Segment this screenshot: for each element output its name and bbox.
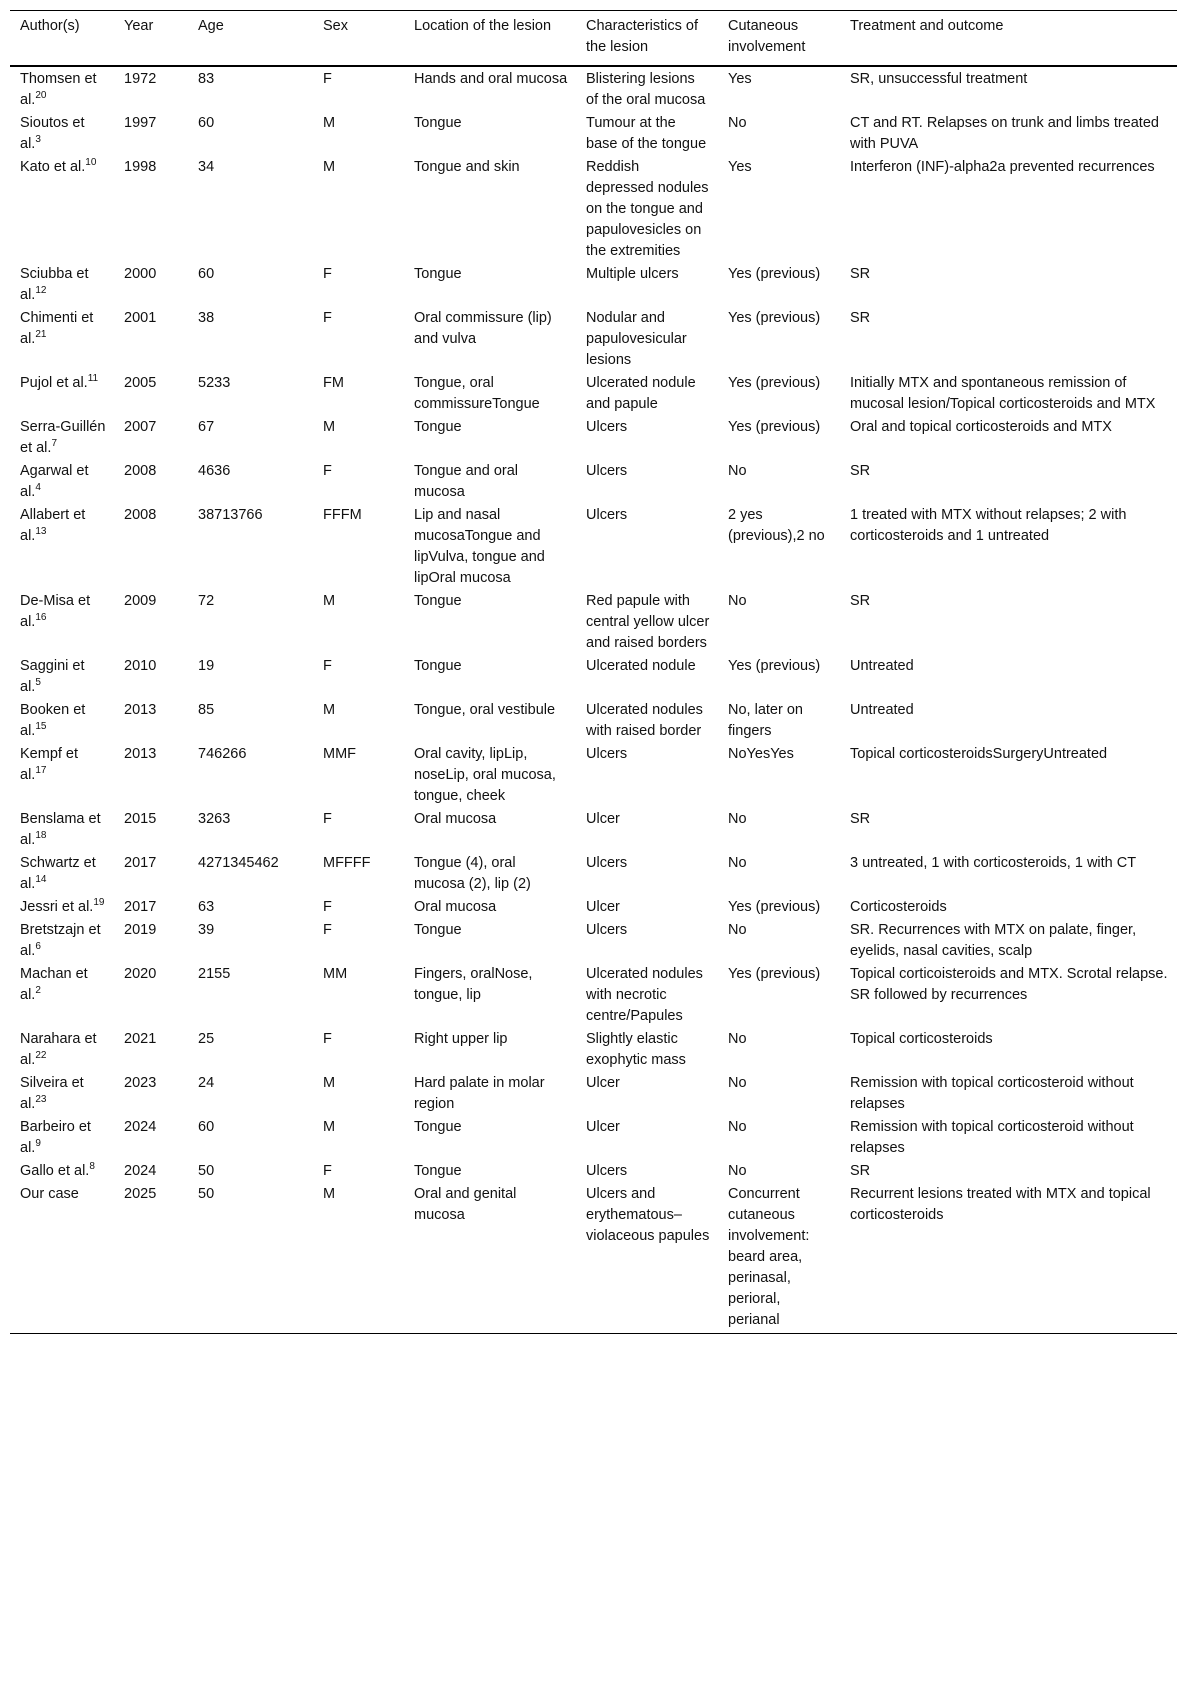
cell-age: 60	[198, 266, 215, 282]
cell-age: 24	[198, 1075, 215, 1091]
cell-year: 2001	[124, 310, 157, 326]
cell-age: 63	[198, 899, 215, 915]
header-author: Author(s)	[10, 11, 114, 67]
cell-treatment: Untreated	[850, 702, 914, 718]
cell-year: 2023	[124, 1075, 157, 1091]
cell-year: 2008	[124, 463, 157, 479]
cell-cutaneous: 2 yes (previous),2 no	[728, 507, 825, 544]
cell-sex: F	[323, 71, 332, 87]
cell-location: Tongue	[414, 658, 462, 674]
cell-location: Oral commissure (lip) and vulva	[414, 310, 552, 347]
cell-sex: F	[323, 658, 332, 674]
cell-characteristics: Ulcer	[586, 811, 620, 827]
cell-characteristics: Ulcerated nodules with raised border	[586, 702, 703, 739]
cell-characteristics: Ulcers	[586, 1163, 628, 1179]
cell-sex: F	[323, 1163, 332, 1179]
reference-number: 19	[93, 897, 105, 908]
cell-treatment: SR, unsuccessful treatment	[850, 71, 1028, 87]
cell-location: Tongue	[414, 1119, 462, 1135]
cell-treatment: Topical corticosteroidsSurgeryUntreated	[850, 746, 1108, 762]
cell-characteristics: Ulcers	[586, 419, 628, 435]
cell-author	[10, 743, 114, 808]
table-row	[10, 307, 1177, 372]
author-name: Bretstzajn et al.	[20, 922, 101, 959]
reference-number: 20	[35, 90, 47, 101]
author-name: Narahara et al.	[20, 1031, 97, 1068]
cell-characteristics: Ulcerated nodules with necrotic centre/Papules	[586, 966, 703, 1024]
cell-author	[10, 655, 114, 699]
table-row	[10, 1072, 1177, 1116]
cell-year: 2020	[124, 966, 157, 982]
cell-characteristics: Ulcers	[586, 855, 628, 871]
cell-cutaneous: Yes	[728, 159, 752, 175]
cell-sex: F	[323, 266, 332, 282]
cell-treatment: SR	[850, 811, 871, 827]
cell-year: 2010	[124, 658, 157, 674]
cell-cutaneous: No	[728, 1163, 747, 1179]
cell-author	[10, 416, 114, 460]
cell-characteristics: Red papule with central yellow ulcer and raised borders	[586, 593, 710, 651]
header-cutaneous: Cutaneous involvement	[718, 11, 840, 67]
cell-location: Tongue, oral vestibule	[414, 702, 556, 718]
table-row	[10, 263, 1177, 307]
cell-sex: M	[323, 419, 336, 435]
cell-cutaneous: Yes	[728, 71, 752, 87]
cell-location: Right upper lip	[414, 1031, 508, 1047]
reference-number: 17	[35, 765, 47, 776]
header-location: Location of the lesion	[404, 11, 576, 67]
cell-sex: M	[323, 702, 336, 718]
cell-year: 2021	[124, 1031, 157, 1047]
author-name: Allabert et al.	[20, 507, 86, 544]
cell-treatment: Interferon (INF)-alpha2a prevented recurrences	[850, 159, 1155, 175]
reference-number: 7	[51, 438, 57, 449]
cell-location: Oral and genital mucosa	[404, 1183, 576, 1334]
cell-year: 2009	[124, 593, 157, 609]
reference-number: 22	[35, 1050, 47, 1061]
table-row	[10, 66, 1177, 112]
reference-number: 10	[85, 157, 97, 168]
cell-sex: F	[323, 310, 332, 326]
cell-author	[10, 1072, 114, 1116]
cell-location: Oral mucosa	[414, 899, 497, 915]
cell-cutaneous: No, later on fingers	[728, 702, 803, 739]
cell-age: 3263	[198, 811, 231, 827]
cell-age: 60	[198, 115, 215, 131]
cell-year: 2024	[124, 1119, 157, 1135]
cell-treatment: SR	[850, 1163, 871, 1179]
cell-year: 2017	[124, 855, 157, 871]
cell-characteristics: Tumour at the base of the tongue	[586, 115, 707, 152]
table-row	[10, 112, 1177, 156]
cell-cutaneous: No	[728, 1031, 747, 1047]
cell-sex: FM	[323, 375, 344, 391]
cell-treatment: Topical corticoisteroids and MTX. Scrotal relapse. SR followed by recurrences	[850, 966, 1168, 1003]
cell-author	[10, 307, 114, 372]
cell-location: Lip and nasal mucosaTongue and lipVulva, tongue and lipOral mucosa	[414, 507, 545, 586]
cell-treatment: Initially MTX and spontaneous remission of mucosal lesion/Topical corticosteroids and MTX	[850, 375, 1156, 412]
cell-cutaneous: No	[728, 922, 747, 938]
author-name: Thomsen et al.	[20, 71, 97, 108]
author-name: Chimenti et al.	[20, 310, 94, 347]
author-name: Kato et al.	[20, 159, 86, 175]
reference-number: 16	[35, 612, 47, 623]
cell-author	[10, 1028, 114, 1072]
table-row	[10, 460, 1177, 504]
header-age: Age	[188, 11, 313, 67]
table-row	[10, 1116, 1177, 1160]
cell-sex: M	[323, 1075, 336, 1091]
cell-author	[10, 963, 114, 1028]
cell-characteristics: Ulcers	[586, 922, 628, 938]
cell-location: Hands and oral mucosa	[414, 71, 568, 87]
table-header	[10, 11, 1177, 67]
cell-treatment: 3 untreated, 1 with corticosteroids, 1 with CT	[850, 855, 1137, 871]
table-container	[10, 10, 1177, 1334]
cell-treatment: Corticosteroids	[850, 899, 947, 915]
cell-location: Tongue	[414, 266, 462, 282]
cell-cutaneous: No	[728, 1119, 747, 1135]
cell-location: Tongue (4), oral mucosa (2), lip (2)	[414, 855, 531, 892]
cell-sex: F	[323, 899, 332, 915]
cell-author	[10, 1116, 114, 1160]
cell-cutaneous: No	[728, 463, 747, 479]
cell-sex: M	[323, 1119, 336, 1135]
cell-age: 19	[198, 658, 215, 674]
reference-number: 2	[35, 985, 41, 996]
cell-cutaneous: NoYesYes	[728, 746, 794, 762]
cell-location: Tongue and oral mucosa	[414, 463, 518, 500]
cell-year: 2015	[124, 811, 157, 827]
author-name: Schwartz et al.	[20, 855, 96, 892]
cell-author	[10, 590, 114, 655]
cell-year: 1997	[124, 115, 157, 131]
author-name: Booken et al.	[20, 702, 86, 739]
reference-number: 4	[35, 482, 41, 493]
header-year: Year	[114, 11, 188, 67]
cell-characteristics: Ulcers	[586, 746, 628, 762]
cell-author	[10, 263, 114, 307]
cell-characteristics: Nodular and papulovesicular lesions	[586, 310, 687, 368]
cell-location: Tongue	[414, 115, 462, 131]
cell-cutaneous: Yes (previous)	[728, 310, 821, 326]
cell-treatment: SR. Recurrences with MTX on palate, finger, eyelids, nasal cavities, scalp	[850, 922, 1137, 959]
header-row	[10, 11, 1177, 67]
cell-sex: MFFFF	[323, 855, 371, 871]
table-row	[10, 156, 1177, 263]
cell-sex: FFFM	[323, 507, 362, 523]
author-name: Jessri et al.	[20, 899, 94, 915]
reference-number: 8	[89, 1161, 95, 1172]
table-row	[10, 655, 1177, 699]
cell-age: 4271345462	[198, 855, 279, 871]
cell-age: 50	[198, 1163, 215, 1179]
cell-location: Oral mucosa	[414, 811, 497, 827]
author-name: Serra-Guillén et al.	[20, 419, 106, 456]
cell-location: Tongue	[414, 593, 462, 609]
cell-year: 2013	[124, 702, 157, 718]
cell-treatment: SR	[850, 266, 871, 282]
cell-author	[10, 372, 114, 416]
cell-cutaneous: Yes (previous)	[728, 899, 821, 915]
cell-year: 2005	[124, 375, 157, 391]
author-name: Agarwal et al.	[20, 463, 89, 500]
author-name: Sioutos et al.	[20, 115, 85, 152]
table-row	[10, 1183, 1177, 1334]
cell-year: 2000	[124, 266, 157, 282]
cell-year: 2008	[124, 507, 157, 523]
cell-age: 38	[198, 310, 215, 326]
reference-number: 21	[35, 329, 47, 340]
author-name: Saggini et al.	[20, 658, 85, 695]
cell-year: 2019	[124, 922, 157, 938]
cell-age: 25	[198, 1031, 215, 1047]
cell-age: 60	[198, 1119, 215, 1135]
cell-author	[10, 156, 114, 263]
table-row	[10, 699, 1177, 743]
cell-age: 83	[198, 71, 215, 87]
cell-author	[10, 66, 114, 112]
cell-characteristics: Slightly elastic exophytic mass	[586, 1031, 686, 1068]
cell-location: Tongue	[414, 922, 462, 938]
cell-treatment: Remission with topical corticosteroid without relapses	[850, 1119, 1134, 1156]
reference-number: 15	[35, 721, 47, 732]
cell-location: Tongue	[414, 419, 462, 435]
cell-treatment: CT and RT. Relapses on trunk and limbs treated with PUVA	[850, 115, 1159, 152]
cell-treatment: SR	[850, 593, 871, 609]
author-name: Pujol et al.	[20, 375, 88, 391]
table-row	[10, 372, 1177, 416]
table-row	[10, 852, 1177, 896]
cell-cutaneous: No	[728, 115, 747, 131]
cell-sex: F	[323, 811, 332, 827]
cell-year: 1998	[124, 159, 157, 175]
cell-location: Tongue and skin	[414, 159, 520, 175]
cell-year: 2025	[114, 1183, 188, 1334]
cell-characteristics: Multiple ulcers	[586, 266, 679, 282]
cell-cutaneous: No	[728, 855, 747, 871]
cell-age: 34	[198, 159, 215, 175]
cell-author	[10, 1183, 114, 1334]
cell-author	[10, 896, 114, 919]
cell-sex: M	[323, 115, 336, 131]
cell-treatment: SR	[850, 463, 871, 479]
reference-number: 14	[35, 874, 47, 885]
cell-sex: F	[323, 463, 332, 479]
cell-author	[10, 852, 114, 896]
cell-characteristics: Ulcer	[586, 1119, 620, 1135]
table-row	[10, 416, 1177, 460]
cell-treatment: Oral and topical corticosteroids and MTX	[850, 419, 1112, 435]
author-name: Benslama et al.	[20, 811, 101, 848]
author-name: Gallo et al.	[20, 1163, 90, 1179]
cell-cutaneous: Yes (previous)	[728, 658, 821, 674]
author-name: De-Misa et al.	[20, 593, 91, 630]
cell-characteristics: Ulcers	[586, 463, 628, 479]
table-row	[10, 743, 1177, 808]
table-row	[10, 590, 1177, 655]
header-sex: Sex	[313, 11, 404, 67]
cell-sex: MM	[323, 966, 348, 982]
reference-number: 12	[35, 285, 47, 296]
cell-location: Hard palate in molar region	[414, 1075, 545, 1112]
cell-year: 2013	[124, 746, 157, 762]
cell-characteristics: Ulcerated nodule and papule	[586, 375, 696, 412]
author-name: Kempf et al.	[20, 746, 79, 783]
cell-age: 50	[188, 1183, 313, 1334]
cell-characteristics: Ulcers	[586, 507, 628, 523]
cell-age: 85	[198, 702, 215, 718]
cell-cutaneous: No	[728, 593, 747, 609]
cell-sex: M	[313, 1183, 404, 1334]
cell-age: 5233	[198, 375, 231, 391]
cell-cutaneous: No	[728, 1075, 747, 1091]
cell-location: Tongue, oral commissureTongue	[414, 375, 540, 412]
reference-number: 13	[35, 526, 47, 537]
cell-treatment: SR	[850, 310, 871, 326]
table-row	[10, 1160, 1177, 1183]
cell-age: 2155	[198, 966, 231, 982]
cell-characteristics: Ulcer	[586, 899, 620, 915]
cell-author	[10, 112, 114, 156]
reference-number: 3	[35, 134, 41, 145]
header-characteristics: Characteristics of the lesion	[576, 11, 718, 67]
cell-location: Oral cavity, lipLip, noseLip, oral mucosa, tongue, cheek	[414, 746, 556, 804]
table-body	[10, 66, 1177, 1334]
cell-author	[10, 699, 114, 743]
cell-author	[10, 1160, 114, 1183]
cell-sex: MMF	[323, 746, 357, 762]
reference-number: 9	[35, 1138, 41, 1149]
author-name: Machan et al.	[20, 966, 88, 1003]
header-treatment: Treatment and outcome	[840, 11, 1177, 67]
cell-year: 2007	[124, 419, 157, 435]
author-name: Sciubba et al.	[20, 266, 89, 303]
cell-sex: M	[323, 593, 336, 609]
cell-characteristics: Ulcer	[586, 1075, 620, 1091]
cell-age: 39	[198, 922, 215, 938]
cell-age: 746266	[198, 746, 247, 762]
table-row	[10, 504, 1177, 590]
reference-number: 18	[35, 830, 47, 841]
cell-sex: M	[323, 159, 336, 175]
cell-characteristics: Reddish depressed nodules on the tongue and papulovesicles on the extremities	[586, 159, 709, 259]
cell-characteristics: Ulcerated nodule	[586, 658, 696, 674]
cell-cutaneous: Concurrent cutaneous involvement: beard area, perinasal, perioral, perianal	[718, 1183, 840, 1334]
author-name: Silveira et al.	[20, 1075, 84, 1112]
cell-cutaneous: No	[728, 811, 747, 827]
cell-location: Fingers, oralNose, tongue, lip	[414, 966, 533, 1003]
cell-cutaneous: Yes (previous)	[728, 966, 821, 982]
cell-year: 2024	[124, 1163, 157, 1179]
cell-treatment: Untreated	[850, 658, 914, 674]
table-row	[10, 919, 1177, 963]
cell-cutaneous: Yes (previous)	[728, 375, 821, 391]
reference-number: 23	[35, 1094, 47, 1105]
table-row	[10, 963, 1177, 1028]
table-row	[10, 1028, 1177, 1072]
cell-age: 38713766	[198, 507, 263, 523]
literature-review-table	[10, 10, 1177, 1334]
cell-author	[10, 808, 114, 852]
reference-number: 11	[87, 373, 99, 384]
cell-characteristics: Blistering lesions of the oral mucosa	[586, 71, 706, 108]
cell-age: 4636	[198, 463, 231, 479]
author-name: Barbeiro et al.	[20, 1119, 91, 1156]
cell-year: 2017	[124, 899, 157, 915]
cell-author	[10, 919, 114, 963]
reference-number: 6	[35, 941, 41, 952]
cell-location: Tongue	[414, 1163, 462, 1179]
reference-number: 5	[35, 677, 41, 688]
cell-year: 1972	[124, 71, 157, 87]
cell-treatment: Recurrent lesions treated with MTX and topical corticosteroids	[840, 1183, 1177, 1334]
cell-treatment: Remission with topical corticosteroid without relapses	[850, 1075, 1134, 1112]
cell-author	[10, 460, 114, 504]
cell-cutaneous: Yes (previous)	[728, 419, 821, 435]
cell-age: 67	[198, 419, 215, 435]
cell-treatment: Topical corticosteroids	[850, 1031, 993, 1047]
table-row	[10, 896, 1177, 919]
table-row	[10, 808, 1177, 852]
cell-treatment: 1 treated with MTX without relapses; 2 with corticosteroids and 1 untreated	[850, 507, 1127, 544]
cell-sex: F	[323, 922, 332, 938]
author-name: Our case	[20, 1186, 79, 1202]
cell-author	[10, 504, 114, 590]
cell-cutaneous: Yes (previous)	[728, 266, 821, 282]
cell-age: 72	[198, 593, 215, 609]
cell-characteristics: Ulcers and erythematous–violaceous papules	[576, 1183, 718, 1334]
cell-sex: F	[323, 1031, 332, 1047]
